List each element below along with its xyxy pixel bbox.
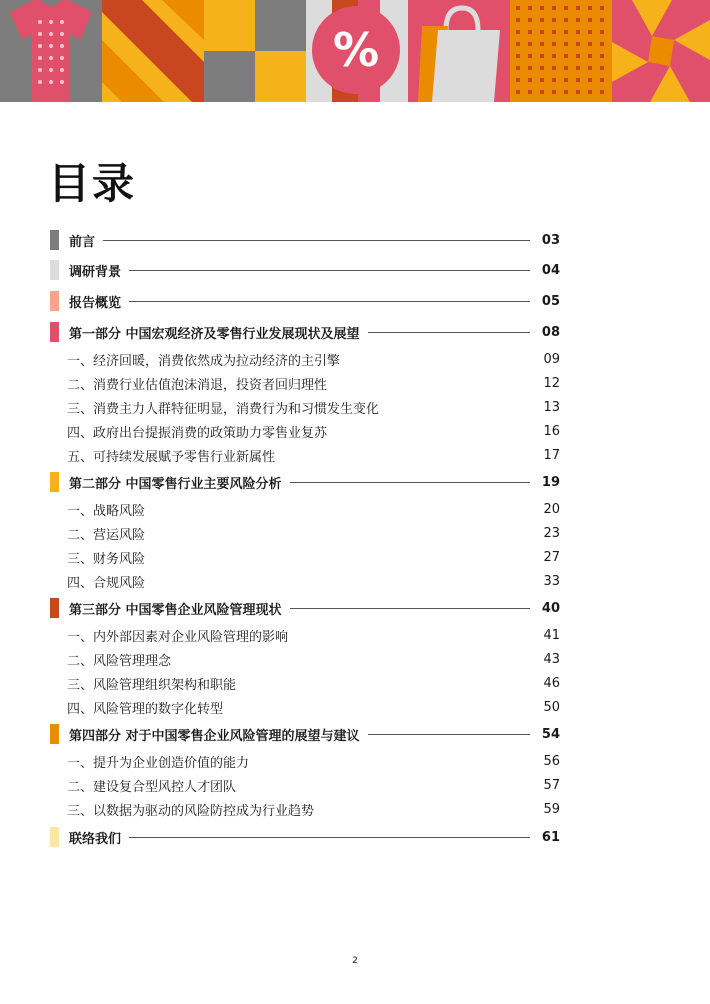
toc-entry-label: 一、经济回暖，消费依然成为拉动经济的主引擎 [67, 353, 341, 369]
toc-page-number: 56 [543, 753, 560, 769]
toc-leader-line [257, 761, 530, 762]
section-color-marker [50, 598, 59, 618]
toc-page-number: 27 [543, 549, 560, 565]
toc-entry-label: 三、消费主力人群特征明显，消费行为和习惯发生变化 [67, 401, 380, 417]
toc-page-number: 40 [541, 600, 560, 616]
toc-entry-label: 二、风险管理理念 [67, 653, 172, 669]
toc-subsection-entry[interactable] [50, 348, 560, 370]
toc-entry-label: 四、政府出台提振消费的政策助力零售业复苏 [67, 425, 328, 441]
toc-entry-label: 一、内外部因素对企业风险管理的影响 [67, 629, 289, 645]
toc-page-number: 13 [543, 399, 560, 415]
toc-subsection-entry[interactable] [50, 546, 560, 568]
toc-page-number: 61 [541, 829, 560, 845]
toc-leader-line [368, 734, 530, 735]
header-banner [0, 0, 710, 102]
toc-leader-line [231, 707, 530, 708]
toc-page-number: 19 [541, 474, 560, 490]
toc-section-entry[interactable] [50, 471, 560, 493]
toc-leader-line [153, 533, 530, 534]
tshirt-icon [0, 0, 102, 102]
toc-leader-line [153, 581, 530, 582]
toc-section-entry[interactable] [50, 723, 560, 745]
section-color-marker [50, 322, 59, 342]
toc-section-entry[interactable] [50, 597, 560, 619]
toc-entry-label: 四、合规风险 [67, 575, 146, 591]
toc-page-number: 17 [543, 447, 560, 463]
toc-page-number: 59 [543, 801, 560, 817]
toc-entry-label: 一、提升为企业创造价值的能力 [67, 755, 250, 771]
toc-leader-line [290, 482, 530, 483]
toc-entry-label: 三、财务风险 [67, 551, 146, 567]
percent-badge-icon [306, 0, 408, 102]
toc-section-entry[interactable] [50, 229, 560, 251]
toc-subsection-entry[interactable] [50, 750, 560, 772]
toc-entry-label: 联络我们 [69, 831, 122, 847]
toc-entry-label: 第一部分 中国宏观经济及零售行业发展现状及展望 [69, 326, 360, 342]
toc-entry-label: 报告概览 [69, 295, 122, 311]
toc-subsection-entry[interactable] [50, 420, 560, 442]
toc-page-number: 16 [543, 423, 560, 439]
section-color-marker [50, 260, 59, 280]
toc-leader-line [244, 785, 530, 786]
banner-tile-percent [306, 0, 408, 102]
toc-entry-label: 一、战略风险 [67, 503, 146, 519]
toc-subsection-entry[interactable] [50, 498, 560, 520]
toc-entry-label: 二、营运风险 [67, 527, 146, 543]
shopping-bag-icon [408, 0, 510, 102]
toc-page-number: 03 [541, 232, 560, 248]
toc-page-number: 09 [543, 351, 560, 367]
section-color-marker [50, 230, 59, 250]
toc-page-number: 41 [543, 627, 560, 643]
banner-tile-blocks [204, 0, 306, 102]
toc-leader-line [283, 455, 530, 456]
section-color-marker [50, 724, 59, 744]
toc-leader-line [244, 683, 530, 684]
banner-tile-pinwheel [612, 0, 710, 102]
banner-tile-tshirt [0, 0, 102, 102]
toc-entry-label: 五、可持续发展赋予零售行业新属性 [67, 449, 276, 465]
section-color-marker [50, 472, 59, 492]
toc-entry-label: 第四部分 对于中国零售企业风险管理的展望与建议 [69, 728, 360, 744]
percent-symbol: % [332, 23, 380, 77]
toc-page-number: 43 [543, 651, 560, 667]
toc-entry-label: 三、以数据为驱动的风险防控成为行业趋势 [67, 803, 315, 819]
toc-leader-line [103, 240, 530, 241]
toc-leader-line [296, 635, 530, 636]
section-color-marker [50, 291, 59, 311]
toc-entry-label: 前言 [69, 234, 96, 250]
banner-tile-stripes [102, 0, 204, 102]
banner-tile-dots [510, 0, 612, 102]
toc-section-entry[interactable] [50, 290, 560, 312]
toc-subsection-entry[interactable] [50, 648, 560, 670]
toc-section-entry[interactable] [50, 321, 560, 343]
toc-leader-line [335, 383, 530, 384]
banner-tile-bag [408, 0, 510, 102]
page-title: 目录 [48, 159, 137, 208]
toc-entry-label: 四、风险管理的数字化转型 [67, 701, 224, 717]
toc-subsection-entry[interactable] [50, 396, 560, 418]
toc-subsection-entry[interactable] [50, 522, 560, 544]
toc-leader-line [290, 608, 530, 609]
toc-page-number: 05 [541, 293, 560, 309]
toc-entry-label: 第二部分 中国零售行业主要风险分析 [69, 476, 282, 492]
toc-leader-line [129, 837, 530, 838]
toc-page-number: 46 [543, 675, 560, 691]
toc-page-number: 08 [541, 324, 560, 340]
toc-page-number: 20 [543, 501, 560, 517]
toc-page-number: 12 [543, 375, 560, 391]
toc-page-number: 50 [543, 699, 560, 715]
toc-leader-line [179, 659, 530, 660]
toc-page-number: 04 [541, 262, 560, 278]
toc-leader-line [335, 431, 530, 432]
toc-leader-line [153, 509, 530, 510]
toc-subsection-entry[interactable] [50, 624, 560, 646]
toc-leader-line [322, 809, 530, 810]
toc-section-entry[interactable] [50, 259, 560, 281]
toc-page-number: 57 [543, 777, 560, 793]
section-color-marker [50, 827, 59, 847]
toc-entry-label: 二、建设复合型风控人才团队 [67, 779, 237, 795]
toc-subsection-entry[interactable] [50, 444, 560, 466]
toc-entry-label: 三、风险管理组织架构和职能 [67, 677, 237, 693]
toc-entry-label: 调研背景 [69, 264, 122, 280]
toc-leader-line [387, 407, 530, 408]
toc-subsection-entry[interactable] [50, 672, 560, 694]
toc-subsection-entry[interactable] [50, 372, 560, 394]
toc-leader-line [129, 301, 530, 302]
toc-leader-line [153, 557, 530, 558]
pinwheel-icon [612, 0, 710, 102]
toc-subsection-entry[interactable] [50, 774, 560, 796]
toc-page-number: 54 [541, 726, 560, 742]
toc-entry-label: 第三部分 中国零售企业风险管理现状 [69, 602, 282, 618]
toc-subsection-entry[interactable] [50, 798, 560, 820]
toc-entry-label: 二、消费行业估值泡沫消退，投资者回归理性 [67, 377, 328, 393]
toc-page-number: 33 [543, 573, 560, 589]
toc-page-number: 23 [543, 525, 560, 541]
toc-subsection-entry[interactable] [50, 570, 560, 592]
toc-leader-line [129, 270, 530, 271]
page-number: 2 [352, 956, 358, 966]
toc-section-entry[interactable] [50, 826, 560, 848]
toc-leader-line [348, 359, 530, 360]
toc-leader-line [368, 332, 530, 333]
toc-subsection-entry[interactable] [50, 696, 560, 718]
